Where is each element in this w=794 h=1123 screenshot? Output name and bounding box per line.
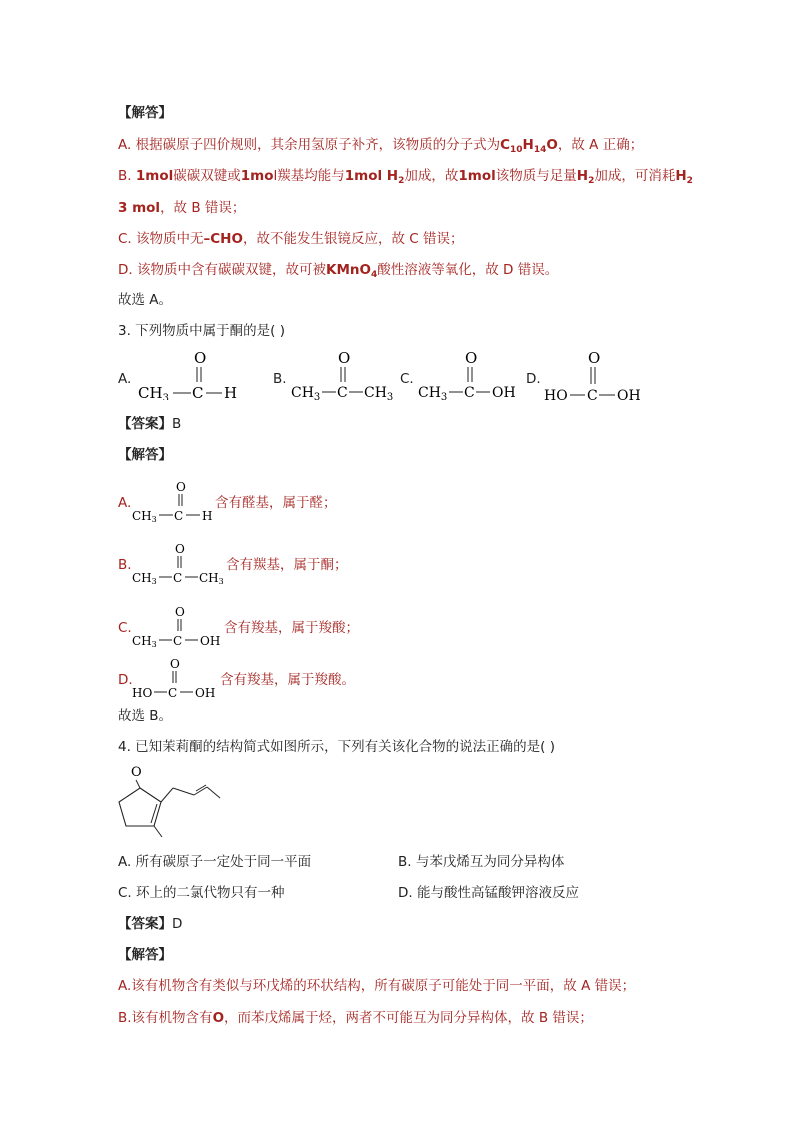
q3-exp-b-label: B. [118,557,132,573]
q3-exp-b-text: 含有羰基，属于酮； [226,557,348,573]
svg-text:CH3: $CH_3$ [364,385,394,400]
svg-text:OH: OH [195,686,216,700]
q3-exp-a-text: 含有醛基，属于醛； [215,495,337,511]
q2-option-b-explanation: B. 1mol碳碳双键或1mol羰基均能与1mol $H_2$加成，故1mol该物质与足量$H_2$加成，可消耗$H_2$ [118,168,693,186]
svg-text:CH3: $CH_3$ [291,385,321,400]
svg-text:CH3: $CH_3$ [418,385,448,400]
q3-option-b-structure [289,345,399,400]
q3-option-a-label: A. [118,371,132,387]
q3-exp-d-text: 含有羧基，属于羧酸。 [220,672,355,688]
svg-text:H: H [224,384,238,400]
q3-option-d-structure [542,345,652,405]
svg-text:C: C [168,686,178,700]
q3-exp-b-structure [132,540,232,585]
svg-text:O: O [170,657,180,671]
q4-option-c: C. 环上的二氯代物只有一种 [118,885,285,901]
svg-text:C: C [174,509,184,523]
q2-option-d-explanation: D. 该物质中含有碳碳双键，故可被KMnO$_4$酸性溶液等氧化，故 D 错误。 [118,262,559,280]
q4-jasmone-structure [114,762,234,844]
q4-answer: 【答案】D [118,916,183,932]
q3-exp-c-structure [132,603,232,648]
q4-explanation-label: 【解答】 [118,947,172,963]
q4-exp-b: B.该有机物含有O，而苯戊烯属于烃，两者不可能互为同分异构体，故 B 错误； [118,1010,593,1026]
q3-stem: 3. 下列物质中属于酮的是( ) [118,323,285,339]
q3-explanation-label: 【解答】 [118,447,172,463]
q3-exp-d-label: D. [118,672,133,688]
q4-stem: 4. 已知茉莉酮的结构简式如图所示，下列有关该化合物的说法正确的是( ) [118,739,555,755]
q3-exp-d-structure [132,655,232,700]
svg-text:O: O [465,349,478,367]
q4-exp-a: A.该有机物含有类似与环戊烯的环状结构，所有碳原子可能处于同一平面，故 A 错误； [118,978,636,994]
q2-conclusion: 故选 A。 [118,292,173,308]
svg-text:HO: HO [132,686,153,700]
answer-section-label: 【解答】 [118,105,172,121]
svg-text:OH: OH [617,388,641,404]
svg-text:C: C [192,384,204,400]
svg-text:CH3: CH3 [132,509,157,523]
q2-option-a-explanation: A. 根据碳原子四价规则，其余用氢原子补齐，该物质的分子式为$C_{10}H_{14}O$，故 A 正确； [118,137,644,155]
svg-text:O: O [176,480,186,494]
svg-text:H: H [202,509,213,523]
svg-text:O: O [588,349,601,367]
q3-option-d-label: D. [526,371,541,387]
q3-option-c-label: C. [400,371,414,387]
svg-text:C: C [337,385,348,400]
svg-text:O: O [338,349,351,367]
svg-text:OH: OH [200,634,221,648]
q3-option-a-structure [136,345,246,400]
svg-text:O: O [175,605,185,619]
q4-option-d: D. 能与酸性高锰酸钾溶液反应 [398,885,579,901]
svg-text:HO: HO [544,388,568,404]
svg-text:C: C [173,634,183,648]
svg-text:CH3: CH3 [132,634,157,648]
q4-option-b: B. 与苯戊烯互为同分异构体 [398,854,565,870]
q3-exp-c-text: 含有羧基，属于羧酸； [224,620,359,636]
svg-text:C: C [464,385,475,400]
svg-text:O: O [131,765,142,780]
struct-atom: O [194,349,207,367]
q3-conclusion: 故选 B。 [118,708,173,724]
svg-text:C: C [587,388,598,404]
svg-text:CH3: CH3 [132,571,157,585]
q3-answer: 【答案】B [118,416,182,432]
q4-option-a: A. 所有碳原子一定处于同一平面 [118,854,312,870]
q3-exp-a-structure [132,478,222,523]
q3-exp-c-label: C. [118,620,132,636]
q2-option-b-explanation-cont: 3 mol，故 B 错误； [118,200,246,216]
q3-option-c-structure [416,345,526,400]
svg-text:CH3: CH3 [199,571,224,585]
q3-option-b-label: B. [273,371,287,387]
q3-exp-a-label: A. [118,495,132,511]
svg-text:CH3: $CH_3$ [138,384,169,400]
svg-text:C: C [173,571,183,585]
svg-text:OH: OH [492,385,516,400]
q2-option-c-explanation: C. 该物质中无–CHO，故不能发生银镜反应，故 C 错误； [118,231,464,247]
svg-text:O: O [175,542,185,556]
